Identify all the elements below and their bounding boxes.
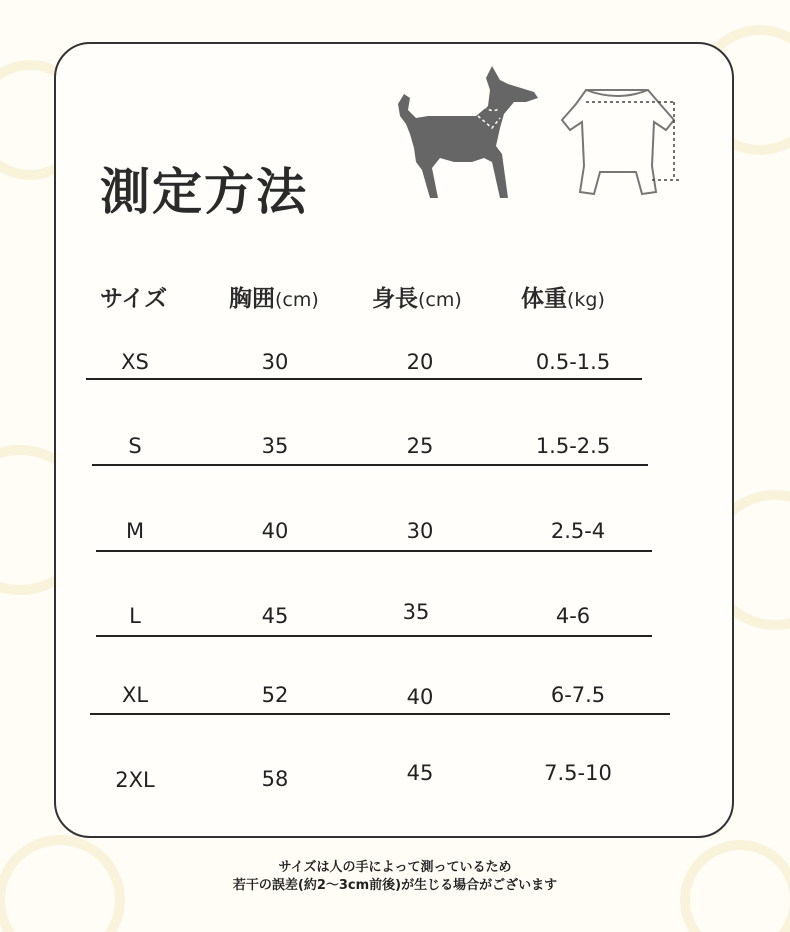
row-divider bbox=[86, 378, 642, 380]
cell-weight: 4-6 bbox=[555, 604, 591, 628]
cell-size: 2XL bbox=[115, 768, 155, 792]
header-size: サイズ bbox=[100, 286, 168, 312]
dog-silhouette-icon bbox=[392, 58, 542, 208]
cell-length: 40 bbox=[406, 685, 434, 709]
row-divider bbox=[96, 635, 652, 637]
footer-note-line1: サイズは人の手によって測っているため bbox=[278, 860, 512, 875]
cell-size: S bbox=[128, 434, 142, 458]
cell-weight: 1.5-2.5 bbox=[535, 434, 611, 458]
cell-chest: 30 bbox=[261, 350, 289, 374]
header-weight: 体重(kg) bbox=[521, 286, 605, 312]
cell-chest: 58 bbox=[261, 767, 289, 791]
row-divider bbox=[96, 550, 652, 552]
cell-chest: 40 bbox=[261, 519, 289, 543]
cell-chest: 35 bbox=[261, 434, 289, 458]
cell-size: XS bbox=[121, 350, 149, 374]
cell-length: 25 bbox=[406, 434, 434, 458]
cell-length: 45 bbox=[406, 761, 434, 785]
row-divider bbox=[90, 713, 670, 715]
cell-size: L bbox=[129, 604, 141, 628]
cell-length: 30 bbox=[406, 519, 434, 543]
cell-weight: 0.5-1.5 bbox=[535, 350, 611, 374]
footer-note-line2: 若干の誤差(約2～3cm前後)が生じる場合がございます bbox=[232, 878, 558, 893]
cell-size: XL bbox=[121, 683, 149, 707]
cell-size: M bbox=[125, 519, 145, 543]
header-chest: 胸囲(cm) bbox=[229, 286, 319, 312]
dog-shirt-icon bbox=[556, 84, 686, 204]
row-divider bbox=[92, 464, 648, 466]
cell-weight: 7.5-10 bbox=[544, 761, 612, 785]
cell-weight: 2.5-4 bbox=[550, 519, 606, 543]
header-length: 身長(cm) bbox=[372, 286, 462, 312]
cell-chest: 52 bbox=[261, 683, 289, 707]
cell-weight: 6-7.5 bbox=[550, 683, 606, 707]
cell-length: 35 bbox=[402, 600, 430, 624]
page-title: 測定方法 bbox=[100, 163, 308, 221]
cell-length: 20 bbox=[406, 350, 434, 374]
cell-chest: 45 bbox=[261, 604, 289, 628]
